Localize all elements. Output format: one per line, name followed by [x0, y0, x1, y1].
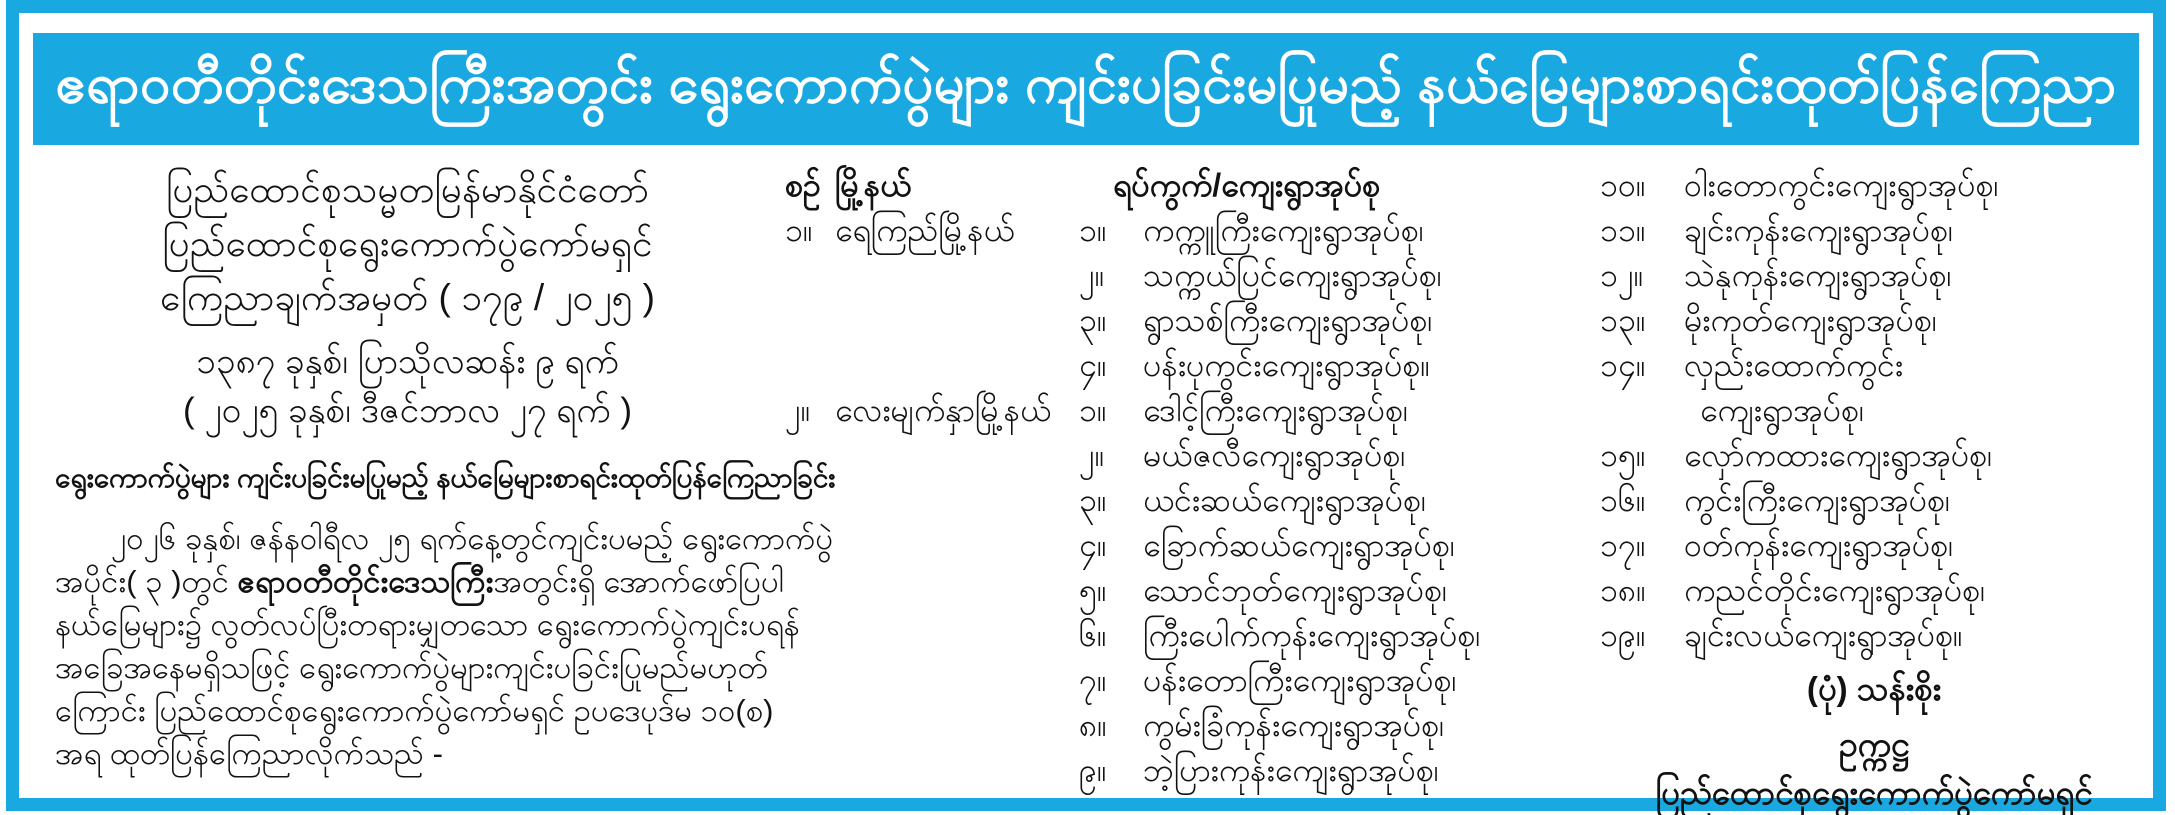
village-row	[1600, 208, 2148, 253]
village-name-continuation: ကျေးရွာအုပ်စု၊	[1700, 392, 1865, 428]
township-name: ရေကြည်မြို့နယ်	[835, 212, 1015, 248]
village-name: မယ်ဇလီကျေးရွာအုပ်စု၊	[1143, 437, 1406, 473]
village-no: ၈။	[1079, 707, 1107, 743]
village-row	[1600, 613, 2148, 658]
village-name: ယင်းဆယ်ကျေးရွာအုပ်စု၊	[1143, 482, 1427, 518]
village-no: ၄။	[1079, 527, 1107, 563]
village-row	[785, 523, 1465, 568]
village-name: ခြောက်ဆယ်ကျေးရွာအုပ်စု၊	[1143, 527, 1455, 563]
township-name: လေးမျက်နှာမြို့နယ်	[835, 392, 1052, 428]
village-no: ၁၆။	[1600, 482, 1646, 518]
signature-name: (ပုံ) သန်းစိုး	[1806, 670, 1942, 707]
village-no: ၁၃။	[1600, 302, 1646, 338]
village-no: ၉။	[1079, 752, 1107, 788]
village-name: ကွမ်းခြံကုန်းကျေးရွာအုပ်စု၊	[1143, 707, 1445, 743]
village-row	[1600, 433, 2148, 478]
village-row	[1600, 568, 2148, 613]
village-row	[785, 703, 1465, 748]
township-no: ၁။	[785, 212, 813, 248]
body-line: နယ်မြေများ၌ လွတ်လပ်ပြီးတရားမျှတသော ရွေးကောက်ပွဲကျင်းပရန်	[55, 607, 800, 642]
village-name: ပန်းပုကွင်းကျေးရွာအုပ်စု။	[1143, 347, 1431, 383]
announcement-number: ကြေညာချက်အမှတ် ( ၁၇၉ / ၂၀၂၅ )	[160, 277, 655, 318]
table-header-row	[785, 163, 1465, 208]
village-row	[1600, 343, 2148, 388]
village-name: မိုးကုတ်ကျေးရွာအုပ်စု၊	[1684, 302, 1937, 338]
body-line: ၂၀၂၆ ခုနှစ်၊ ဇန်နဝါရီလ ၂၅ ရက်နေ့တွင်ကျင်းပမည့် ရွေးကောက်ပွဲ	[111, 521, 834, 556]
village-no: ၁၅။	[1600, 437, 1646, 473]
village-no: ၁။	[1079, 212, 1107, 248]
village-name: သဲနုကုန်းကျေးရွာအုပ်စု၊	[1684, 257, 1952, 293]
village-name: သောင်ဘုတ်ကျေးရွာအုပ်စု၊	[1143, 572, 1448, 608]
region-name-bold: ဧရာဝတီတိုင်းဒေသကြီး	[237, 564, 494, 599]
village-row	[1600, 253, 2148, 298]
village-no: ၄။	[1079, 347, 1107, 383]
village-no: ၂။	[1079, 257, 1105, 293]
village-no: ၇။	[1079, 662, 1107, 698]
subject-heading: ရွေးကောက်ပွဲများ ကျင်းပခြင်းမပြုမည့် နယ်မြေများစာရင်းထုတ်ပြန်ကြေညာခြင်း	[55, 462, 836, 493]
country-title: ပြည်ထောင်စုသမ္မတမြန်မာနိုင်ငံတော်	[166, 169, 649, 210]
township-row	[785, 388, 1465, 433]
myanmar-date-line: ၁၃၈၇ ခုနှစ်၊ ပြာသိုလဆန်း ၉ ရက်	[196, 342, 619, 381]
village-name: လှည်းထောက်ကွင်း	[1684, 347, 1904, 383]
village-name: ဒေါင့်ကြီးကျေးရွာအုပ်စု၊	[1143, 392, 1408, 428]
township-no: ၂။	[785, 392, 811, 428]
column-header-ward: ရပ်ကွက်/ကျေးရွာအုပ်စု	[1113, 167, 1381, 203]
village-no: ၁၈။	[1600, 572, 1646, 608]
village-name: ချင်းလယ်ကျေးရွာအုပ်စု။	[1684, 617, 1963, 653]
village-no: ၁၂။	[1600, 257, 1644, 293]
village-row	[785, 343, 1465, 388]
village-name: ဘဲ့ပြားကုန်းကျေးရွာအုပ်စု၊	[1143, 752, 1439, 788]
village-no: ၃။	[1079, 302, 1107, 338]
banner	[33, 33, 2139, 145]
village-row	[1600, 523, 2148, 568]
village-row	[1600, 163, 2148, 208]
column-header-no: စဉ်	[785, 167, 821, 203]
commission-title: ပြည်ထောင်စုရွေးကောက်ပွဲကော်မရှင်	[162, 223, 653, 264]
gregorian-date-line: ( ၂၀၂၅ ခုနှစ်၊ ဒီဇင်ဘာလ ၂၇ ရက် )	[182, 391, 633, 430]
announcement-body	[55, 517, 834, 775]
village-no: ၃။	[1079, 482, 1107, 518]
village-name: ပန်းတောကြီးကျေးရွာအုပ်စု၊	[1143, 662, 1457, 698]
column-header-township: မြို့နယ်	[835, 167, 912, 203]
village-name: လှော်ကထားကျေးရွာအုပ်စု၊	[1684, 437, 1993, 473]
village-name: ရွာသစ်ကြီးကျေးရွာအုပ်စု၊	[1143, 302, 1433, 338]
village-no: ၁၄။	[1600, 347, 1646, 383]
village-name: ကညင်တိုင်းကျေးရွာအုပ်စု၊	[1684, 572, 1986, 608]
signature-role: ဥက္ကဋ္ဌ	[1838, 726, 1910, 764]
village-name: ကြီးပေါက်ကုန်းကျေးရွာအုပ်စု၊	[1143, 617, 1481, 653]
signature-block	[1600, 666, 2148, 815]
township-row	[785, 208, 1465, 253]
signature-org: ပြည်ထောင်စုရွေးကောက်ပွဲကော်မရှင်	[1655, 774, 2093, 811]
village-row	[785, 298, 1465, 343]
village-row	[785, 433, 1465, 478]
village-name: ကွင်းကြီးကျေးရွာအုပ်စု၊	[1684, 482, 1951, 518]
village-row	[785, 658, 1465, 703]
village-row	[785, 748, 1465, 793]
schedule-table	[785, 163, 1481, 793]
body-line: အခြေအနေမရှိသဖြင့် ရွေးကောက်ပွဲများကျင်းပခြင်းပြုမည်မဟုတ်	[55, 650, 768, 685]
schedule-table-continued	[1600, 163, 2148, 815]
body-line-segment: အပိုင်း( ၃ )တွင်	[55, 564, 238, 599]
village-row	[785, 568, 1465, 613]
village-row	[785, 613, 1481, 658]
village-row	[785, 253, 1465, 298]
village-row	[1600, 478, 2148, 523]
village-row	[1600, 298, 2148, 343]
body-line: အရ ထုတ်ပြန်ကြေညာလိုက်သည် -	[55, 736, 443, 771]
village-name: ဝါးတောကွင်းကျေးရွာအုပ်စု၊	[1684, 167, 1999, 203]
village-name: ဝတ်ကုန်းကျေးရွာအုပ်စု၊	[1684, 527, 1954, 563]
village-no: ၁၁။	[1600, 212, 1646, 248]
village-no: ၁၇။	[1600, 527, 1646, 563]
village-row	[785, 478, 1465, 523]
village-row-continuation	[1600, 388, 2148, 433]
village-no: ၅။	[1079, 572, 1107, 608]
village-name: ချင်းကုန်းကျေးရွာအုပ်စု၊	[1684, 212, 1954, 248]
village-no: ၁၉။	[1600, 617, 1646, 653]
body-line	[55, 560, 785, 603]
body-line: ကြောင်း ပြည်ထောင်စုရွေးကောက်ပွဲကော်မရှင် ဥပဒေပုဒ်မ ၁၀(စ)	[55, 693, 774, 728]
village-name: ကက္ကူကြီးကျေးရွာအုပ်စု၊	[1143, 212, 1424, 248]
village-no: ၁။	[1079, 392, 1107, 428]
village-no: ၁၀။	[1600, 167, 1646, 203]
village-name: သက္ကယ်ပြင်ကျေးရွာအုပ်စု၊	[1143, 257, 1442, 293]
banner-title: ဧရာဝတီတိုင်းဒေသကြီးအတွင်း ရွေးကောက်ပွဲများ ကျင်းပခြင်းမပြုမည့် နယ်မြေများစာရင်းထုတ်ပြန်ကြေညာ	[55, 53, 2117, 114]
village-no: ၆။	[1079, 617, 1107, 653]
body-line-segment: အတွင်းရှိ အောက်ဖော်ပြပါ	[493, 564, 785, 599]
village-no: ၂။	[1079, 437, 1105, 473]
